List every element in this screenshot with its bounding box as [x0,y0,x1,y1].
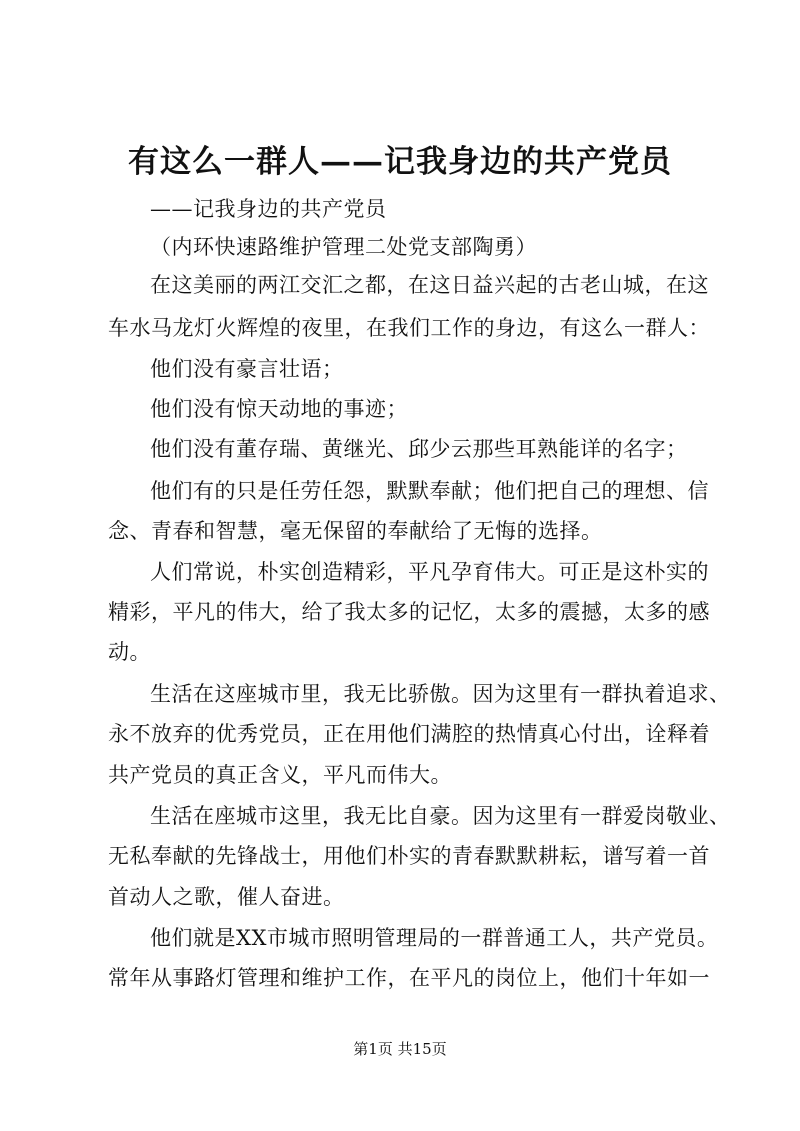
text-line: 首动人之歌，催人奋进。 [108,885,345,909]
text-line: 他们有的只是任劳任怨，默默奉献；他们把自己的理想、信 [150,479,709,503]
subtitle: ——记我身边的共产党员 [150,197,387,221]
page-footer: 第1页 共15页 [353,1040,447,1058]
text-line: 永不放弃的优秀党员，正在用他们满腔的热情真心付出，诠释着 [108,722,710,746]
text-line: 动。 [108,640,151,664]
byline: （内环快速路维护管理二处党支部陶勇） [150,235,537,259]
text-line: 生活在座城市这里，我无比自豪。因为这里有一群爱岗敬业、 [150,804,731,828]
text-line: 他们就是XX市城市照明管理局的一群普通工人，共产党员。 [150,926,719,950]
document-title: 有这么一群人——记我身边的共产党员 [128,144,672,180]
text-line: 常年从事路灯管理和维护工作，在平凡的岗位上，他们十年如一 [108,966,710,990]
text-line: 他们没有惊天动地的事迹； [150,397,408,421]
text-line: 生活在这座城市里，我无比骄傲。因为这里有一群执着追求、 [150,682,731,706]
text-line: 精彩，平凡的伟大，给了我太多的记忆，太多的震撼，太多的感 [108,600,710,624]
text-line: 人们常说，朴实创造精彩，平凡孕育伟大。可正是这朴实的 [150,560,709,584]
text-line: 在这美丽的两江交汇之都，在这日益兴起的古老山城，在这 [150,273,709,297]
text-line: 念、青春和智慧，毫无保留的奉献给了无悔的选择。 [108,519,603,543]
text-line: 他们没有董存瑞、黄继光、邱少云那些耳熟能详的名字； [150,437,688,461]
text-line: 共产党员的真正含义，平凡而伟大。 [108,763,452,787]
text-line: 无私奉献的先锋战士，用他们朴实的青春默默耕耘，谱写着一首 [108,844,710,868]
text-line: 他们没有豪言壮语； [150,357,344,381]
text-line: 车水马龙灯火辉煌的夜里，在我们工作的身边，有这么一群人： [108,316,710,340]
